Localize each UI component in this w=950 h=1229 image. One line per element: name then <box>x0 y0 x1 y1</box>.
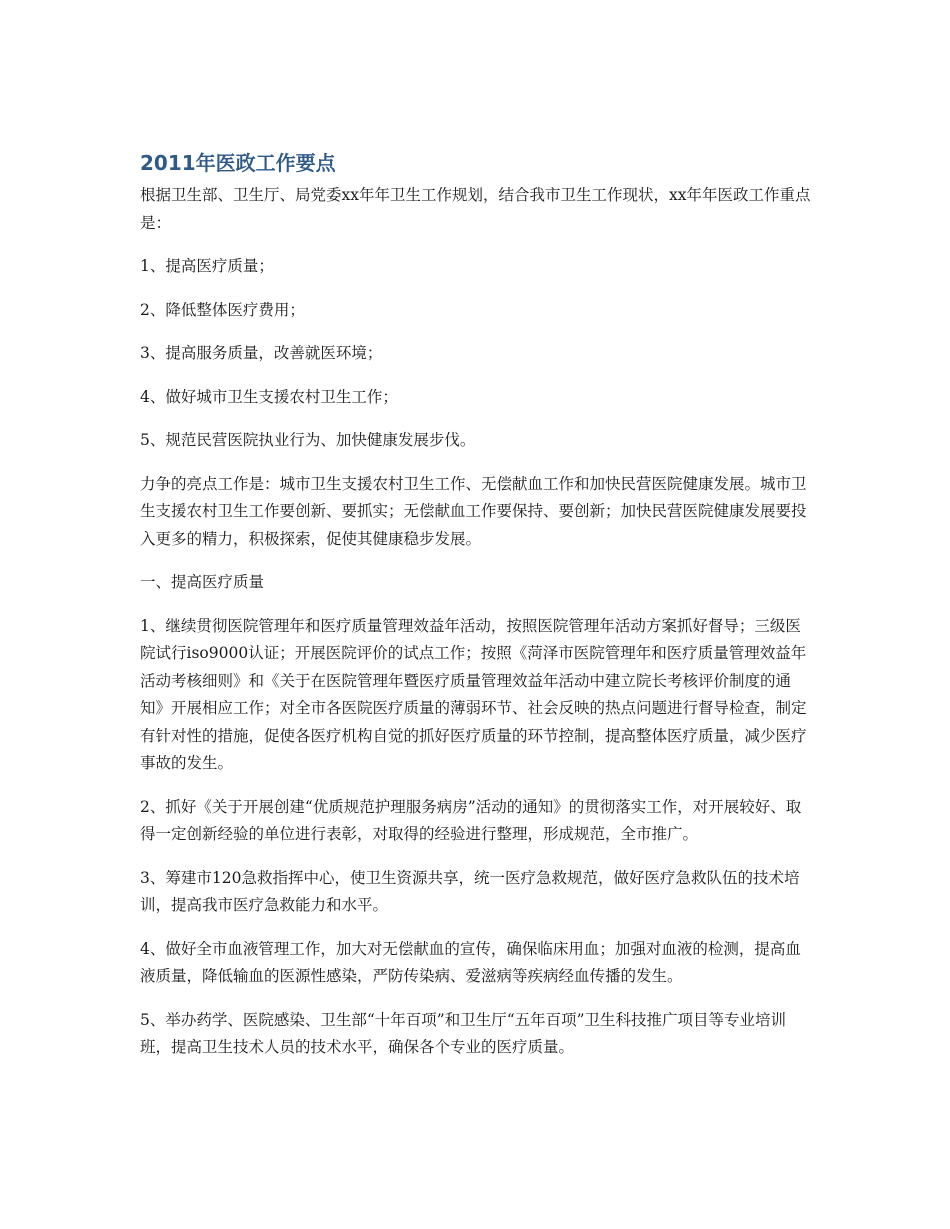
section-item-3: 3、筹建市120急救指挥中心，使卫生资源共享，统一医疗急救规范，做好医疗急救队伍的技术培训，提高我市医疗急救能力和水平。 <box>140 868 800 914</box>
document-title: 2011年医政工作要点 <box>140 151 336 175</box>
section-item-2: 2、抓好《关于开展创建“优质规范护理服务病房”活动的通知》的贯彻落实工作，对开展较好、取得一定创新经验的单位进行表彰，对取得的经验进行整理，形成规范，全市推广。 <box>140 797 802 843</box>
section-item-4: 4、做好全市血液管理工作，加大对无偿献血的宣传，确保临床用血；加强对血液的检测，提高血液质量，降低输血的医源性感染，严防传染病、爱滋病等疾病经血传播的发生。 <box>140 939 801 985</box>
key-point-2: 2、降低整体医疗费用； <box>140 300 305 319</box>
intro-paragraph: 根据卫生部、卫生厅、局党委xx年年卫生工作规划，结合我市卫生工作现状，xx年年医政工作重点是： <box>140 186 811 232</box>
key-point-5: 5、规范民营医院执业行为、加快健康发展步伐。 <box>140 431 476 449</box>
section-heading: 一、提高医疗质量 <box>140 573 265 591</box>
document-page <box>140 148 812 1078</box>
highlight-paragraph: 力争的亮点工作是：城市卫生支援农村卫生工作、无偿献血工作和加快民营医院健康发展。城市卫生支援农村卫生工作要创新、要抓实；无偿献血工作要保持、要创新；加快民营医院健康发展要投入更多的精力，积极探索，促使其健康稳步发展。 <box>140 474 807 548</box>
section-item-1: 1、继续贯彻医院管理年和医疗质量管理效益年活动，按照医院管理年活动方案抓好督导；三级医院试行iso9000认证；开展医院评价的试点工作；按照《菏泽市医院管理年和医疗质量管理效益年活动考核细则》和《关于在医院管理年暨医疗质量管理效益年活动中建立院长考核评价制度的通知》开展相应工作；对全市各医院医疗质量的薄弱环节、社会反映的热点问题进行督导检查，制定有针对性的措施，促使各医疗机构自觉的抓好医疗质量的环节控制，提高整体医疗质量，减少医疗事故的发生。 <box>140 616 807 772</box>
key-point-3: 3、提高服务质量，改善就医环境； <box>140 344 383 362</box>
key-point-4: 4、做好城市卫生支援农村卫生工作； <box>140 387 398 406</box>
section-item-5: 5、举办药学、医院感染、卫生部“十年百项”和卫生厅“五年百项”卫生科技推广项目等专业培训班，提高卫生技术人员的技术水平，确保各个专业的医疗质量。 <box>140 1010 787 1056</box>
key-point-1: 1、提高医疗质量； <box>140 257 274 275</box>
